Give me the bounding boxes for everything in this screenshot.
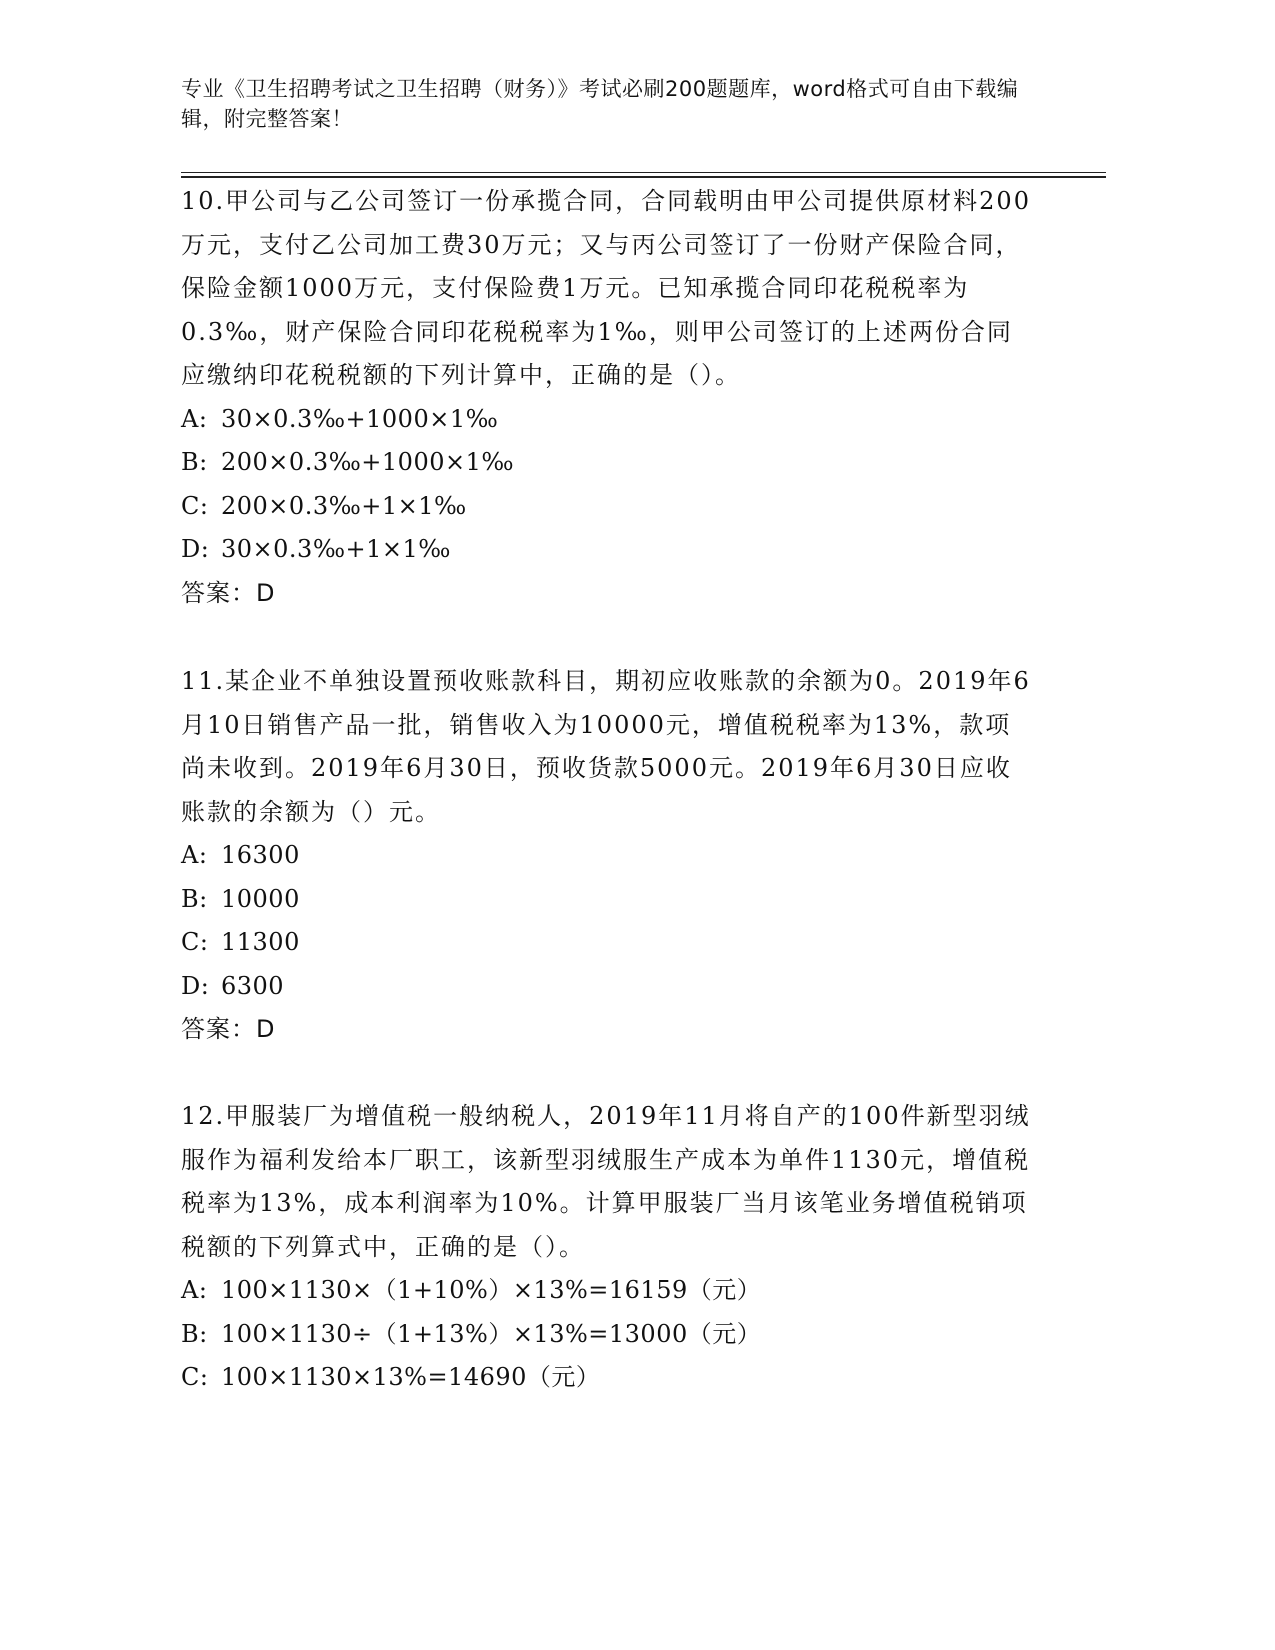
option-text: 30×0.3‰+1×1‰ <box>221 535 451 563</box>
option-b <box>181 878 1031 922</box>
option-a <box>181 398 1031 442</box>
option-c <box>181 485 1031 529</box>
answer-line: 答案：D <box>181 578 276 607</box>
option-letter: D: <box>181 971 210 1000</box>
option-a <box>181 1269 1031 1313</box>
option-text: 100×1130×13%=14690（元） <box>221 1363 601 1391</box>
option-d <box>181 528 1031 572</box>
option-letter: B: <box>181 1319 208 1348</box>
question-stem: 12.甲服装厂为增值税一般纳税人，2019年11月将自产的100件新型羽绒服作为福利发给本厂职工，该新型羽绒服生产成本为单件1130元，增值税税率为13%，成本利润率为10%。计算甲服装厂当月该笔业务增值税销项税额的下列算式中，正确的是（）。 <box>181 1102 1031 1261</box>
question-12 <box>181 1095 1031 1400</box>
document-header: 专业《卫生招聘考试之卫生招聘（财务）》考试必刷200题题库，word格式可自由下载编辑，附完整答案！ <box>181 77 1019 131</box>
option-letter: A: <box>181 404 208 433</box>
header-divider-thick <box>181 176 1106 178</box>
option-c <box>181 921 1031 965</box>
option-letter: A: <box>181 841 208 869</box>
option-letter: B: <box>181 448 208 476</box>
option-d <box>181 965 1031 1009</box>
option-text: 200×0.3‰+1×1‰ <box>221 491 467 520</box>
option-text: 200×0.3‰+1000×1‰ <box>221 448 515 476</box>
option-text: 30×0.3‰+1000×1‰ <box>221 404 499 433</box>
option-text: 100×1130÷（1+13%）×13%=13000（元） <box>221 1319 762 1348</box>
option-letter: C: <box>181 491 209 520</box>
option-b <box>181 441 1031 485</box>
option-a <box>181 834 1031 878</box>
option-text: 10000 <box>221 884 300 913</box>
option-letter: B: <box>181 884 208 913</box>
question-10 <box>181 180 1031 615</box>
question-11 <box>181 660 1031 1052</box>
question-stem: 11.某企业不单独设置预收账款科目，期初应收账款的余额为0。2019年6月10日销售产品一批，销售收入为10000元，增值税税率为13%，款项尚未收到。2019年6月30日，预收货款5000元。2019年6月30日应收账款的余额为（）元。 <box>181 667 1031 826</box>
option-text: 100×1130×（1+10%）×13%=16159（元） <box>221 1276 762 1304</box>
option-letter: A: <box>181 1276 208 1304</box>
option-text: 6300 <box>221 971 285 1000</box>
question-stem: 10.甲公司与乙公司签订一份承揽合同，合同载明由甲公司提供原材料200万元，支付乙公司加工费30万元；又与丙公司签订了一份财产保险合同，保险金额1000万元，支付保险费1万元。已知承揽合同印花税税率为0.3‰，财产保险合同印花税税率为1‰，则甲公司签订的上述两份合同应缴纳印花税税额的下列计算中，正确的是（）。 <box>181 187 1031 389</box>
option-b <box>181 1313 1031 1357</box>
option-text: 11300 <box>221 928 300 956</box>
option-letter: C: <box>181 928 209 956</box>
header-divider-thin <box>181 172 1106 173</box>
option-c <box>181 1356 1031 1400</box>
option-text: 16300 <box>221 841 300 869</box>
option-letter: D: <box>181 535 210 563</box>
option-list <box>181 834 1031 1008</box>
option-list <box>181 1269 1031 1400</box>
option-list <box>181 398 1031 572</box>
option-letter: C: <box>181 1363 209 1391</box>
answer-line: 答案：D <box>181 1015 276 1043</box>
